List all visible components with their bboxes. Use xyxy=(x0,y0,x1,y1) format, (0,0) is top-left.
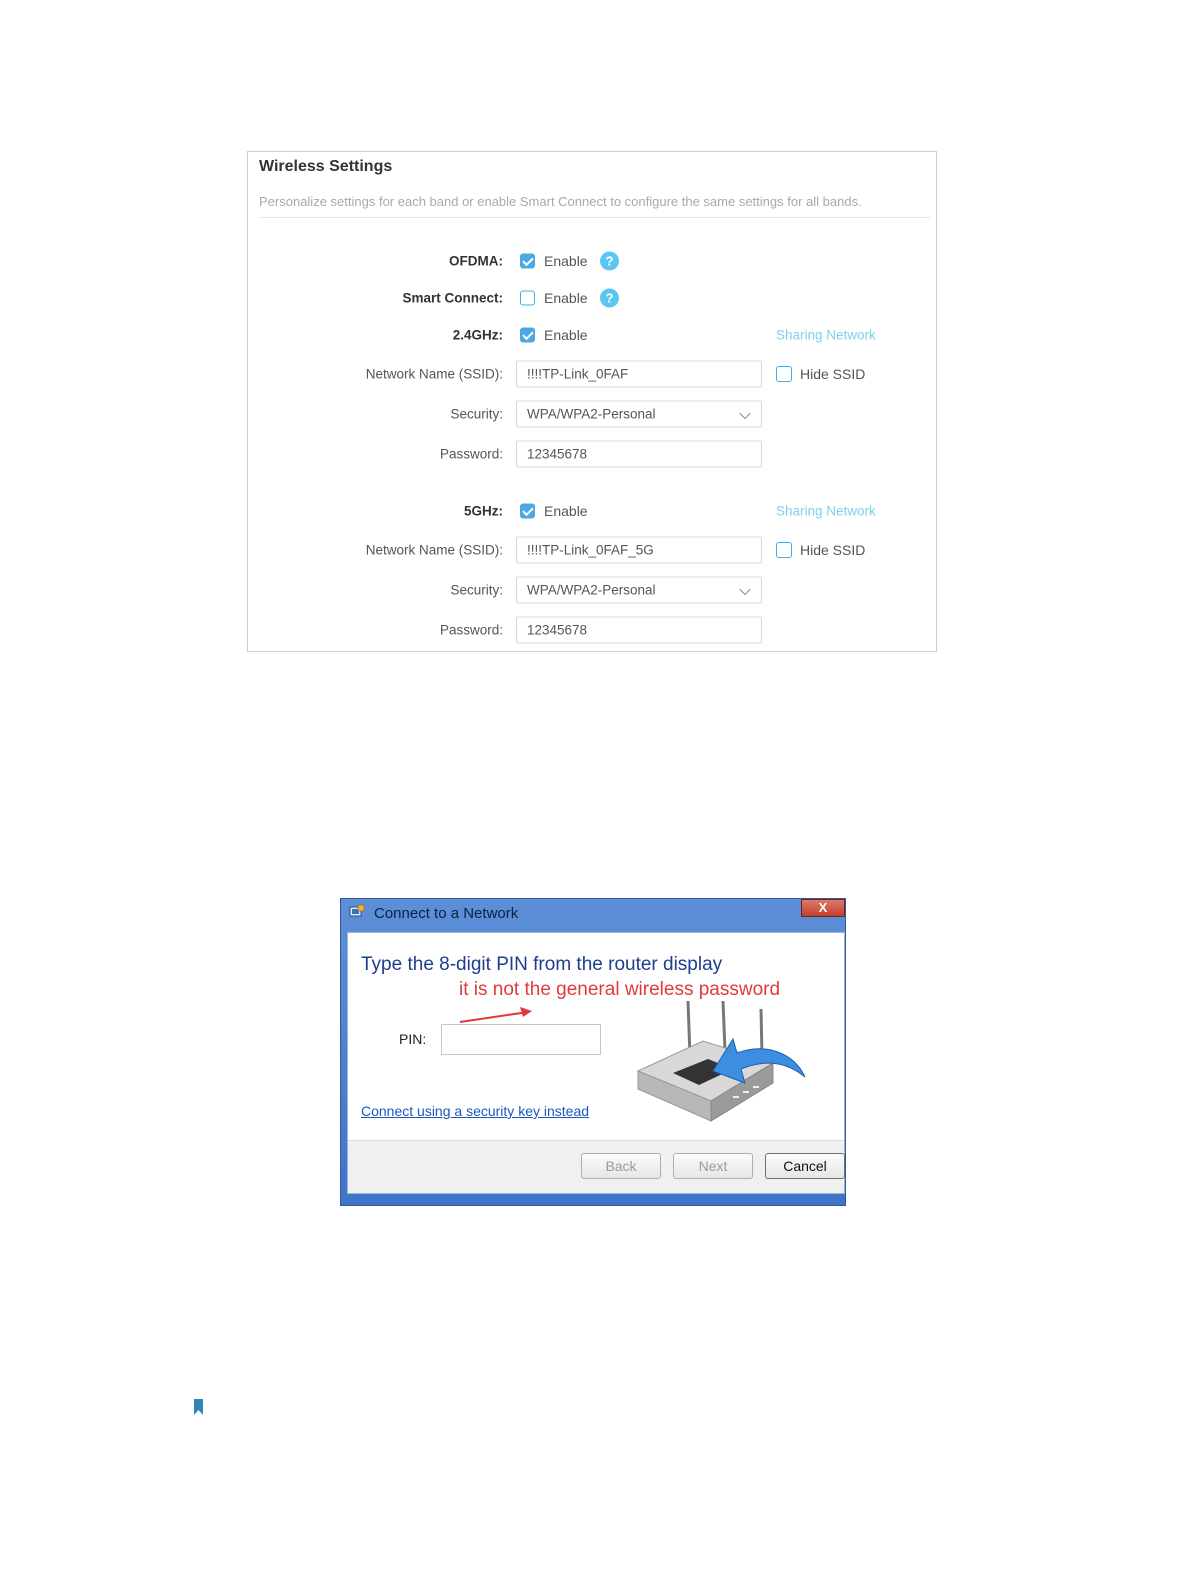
router-icon xyxy=(633,1001,813,1131)
band5-enable-label[interactable]: Enable xyxy=(544,503,588,519)
band5-password-label: Password: xyxy=(439,622,503,638)
panel-title: Wireless Settings xyxy=(259,158,393,175)
pin-note: it is not the general wireless password xyxy=(459,979,781,1000)
smart-connect-checkbox[interactable] xyxy=(520,291,535,306)
band24-row xyxy=(248,321,936,349)
band24-enable-label[interactable]: Enable xyxy=(544,327,588,343)
connect-network-dialog xyxy=(340,898,846,1206)
band24-password-row xyxy=(248,440,936,468)
security-key-link[interactable]: Connect using a security key instead xyxy=(361,1103,590,1119)
band24-ssid-label: Network Name (SSID): xyxy=(365,366,503,382)
band24-password-input[interactable]: 12345678 xyxy=(516,441,762,468)
band5-sharing-network-link[interactable]: Sharing Network xyxy=(776,503,876,519)
band5-hide-ssid-label[interactable]: Hide SSID xyxy=(800,542,866,558)
band24-password-label: Password: xyxy=(439,446,503,462)
panel-subtitle: Personalize settings for each band or enable Smart Connect to configure the same settings for all bands. xyxy=(259,194,862,209)
bookmark-icon xyxy=(194,1399,203,1415)
dialog-footer xyxy=(348,1140,844,1193)
network-icon xyxy=(349,904,365,920)
band5-password-input[interactable]: 12345678 xyxy=(516,617,762,644)
pin-input[interactable] xyxy=(441,1024,601,1055)
band24-sharing-network-link[interactable]: Sharing Network xyxy=(776,327,876,343)
ofdma-label: OFDMA: xyxy=(449,253,503,269)
dialog-body xyxy=(347,932,845,1194)
dialog-title: Connect to a Network xyxy=(374,905,519,922)
band5-checkbox[interactable] xyxy=(520,504,535,519)
dialog-heading: Type the 8-digit PIN from the router display xyxy=(361,954,723,975)
band5-ssid-row xyxy=(248,536,936,564)
back-button[interactable]: Back xyxy=(581,1153,661,1179)
band5-security-label: Security: xyxy=(450,582,503,598)
band24-ssid-input[interactable]: !!!!TP-Link_0FAF xyxy=(516,361,762,388)
cancel-button[interactable]: Cancel xyxy=(765,1153,845,1179)
band5-row xyxy=(248,497,936,525)
band24-security-value: WPA/WPA2-Personal xyxy=(527,406,656,422)
band24-hide-ssid-label[interactable]: Hide SSID xyxy=(800,366,866,382)
band24-security-label: Security: xyxy=(450,406,503,422)
smart-connect-label: Smart Connect: xyxy=(402,290,503,306)
chevron-down-icon xyxy=(739,584,750,595)
close-button[interactable]: X xyxy=(801,899,845,917)
band24-checkbox[interactable] xyxy=(520,328,535,343)
ofdma-row xyxy=(248,247,936,275)
band24-ssid-row xyxy=(248,360,936,388)
ofdma-checkbox[interactable] xyxy=(520,254,535,269)
ofdma-enable-label[interactable]: Enable xyxy=(544,253,588,269)
band24-hide-ssid-checkbox[interactable] xyxy=(776,366,792,382)
next-button[interactable]: Next xyxy=(673,1153,753,1179)
smart-connect-help-icon[interactable]: ? xyxy=(600,289,619,308)
pin-label: PIN: xyxy=(399,1031,427,1047)
band24-security-select[interactable] xyxy=(516,401,762,428)
band5-ssid-label: Network Name (SSID): xyxy=(365,542,503,558)
band5-password-row xyxy=(248,616,936,644)
band5-security-value: WPA/WPA2-Personal xyxy=(527,582,656,598)
divider xyxy=(259,217,930,218)
red-arrow-icon xyxy=(458,1005,538,1025)
band5-label: 5GHz: xyxy=(463,503,503,519)
ofdma-help-icon[interactable]: ? xyxy=(600,252,619,271)
band24-label: 2.4GHz: xyxy=(452,327,503,343)
band5-hide-ssid-checkbox[interactable] xyxy=(776,542,792,558)
band5-ssid-input[interactable]: !!!!TP-Link_0FAF_5G xyxy=(516,537,762,564)
chevron-down-icon xyxy=(739,408,750,419)
smart-connect-row xyxy=(248,284,936,312)
band5-security-row xyxy=(248,576,936,604)
band5-security-select[interactable] xyxy=(516,577,762,604)
wireless-settings-panel xyxy=(247,151,937,652)
band24-security-row xyxy=(248,400,936,428)
smart-connect-enable-label[interactable]: Enable xyxy=(544,290,588,306)
